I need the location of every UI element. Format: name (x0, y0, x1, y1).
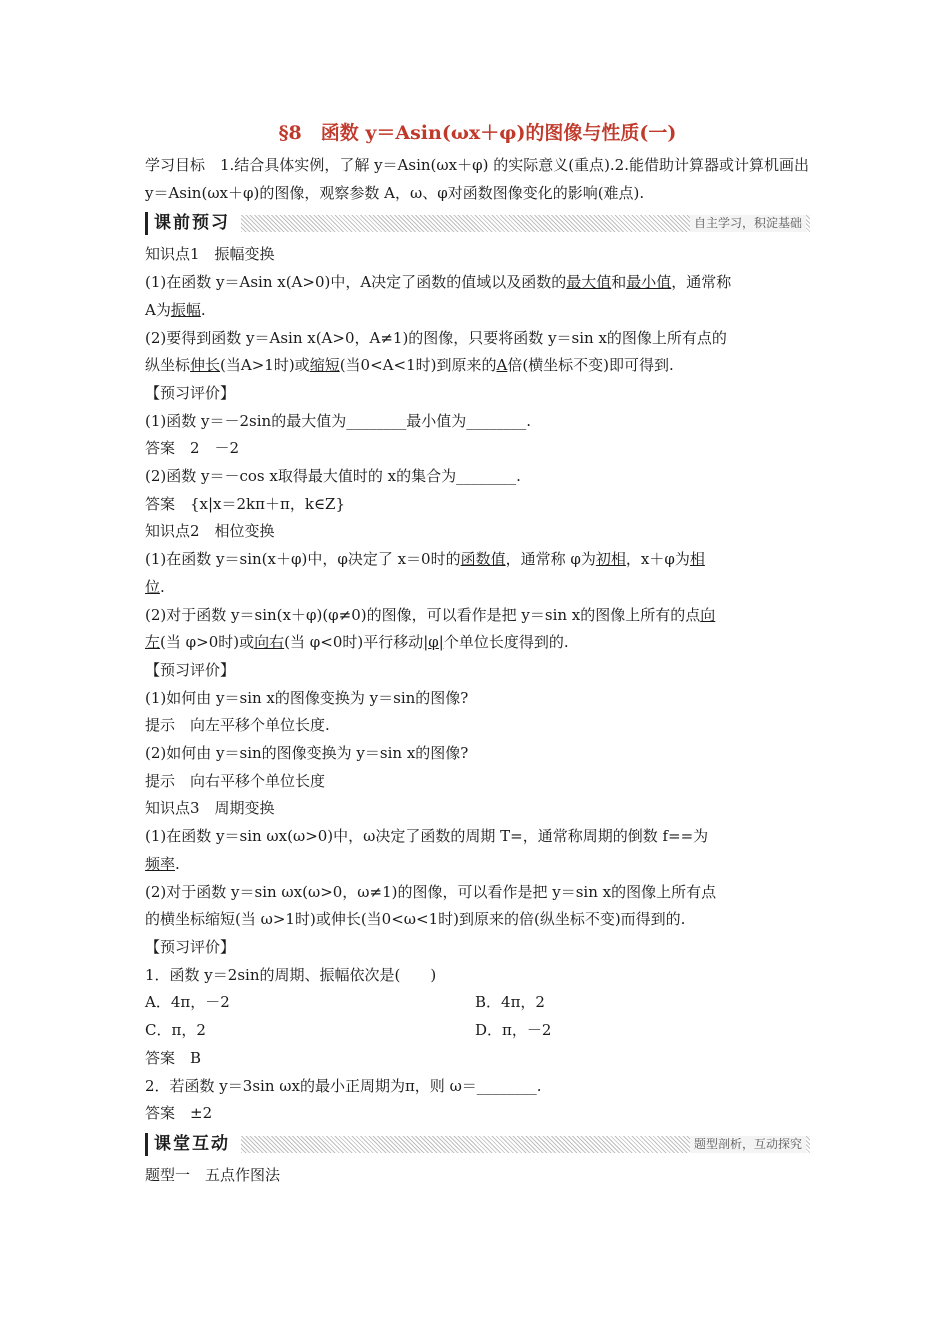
text: (当0<A<1时)到原来的 (339, 356, 497, 375)
answer: 答案 ±2 (145, 1104, 213, 1123)
text: 和 (611, 273, 627, 292)
text: 向 (700, 605, 716, 624)
section-label: 课堂互动 (145, 1133, 238, 1156)
text: ，通常称 φ为 (505, 550, 596, 569)
text: 缩短 (309, 356, 340, 375)
k2-para2-line2 (145, 629, 810, 657)
k1-para2-line1: (2)要得到函数 y＝Asin x(A>0，A≠1)的图像，只要将函数 y＝sin x的图像上所有点的 (145, 328, 727, 347)
question: (2)如何由 y＝sin的图像变换为 y＝sin x的图像? (145, 744, 469, 763)
option-c: C．π，2 (145, 1021, 206, 1040)
text: A为 (145, 300, 171, 319)
k2-para1-line2 (145, 574, 810, 602)
hint: 提示 向左平移个单位长度. (145, 716, 330, 735)
k2-para2-line1 (145, 602, 810, 630)
text: 相 (689, 550, 705, 569)
document-page (145, 118, 810, 1190)
question: (2)函数 y＝－cos x取得最大值时的 x的集合为________. (145, 467, 521, 486)
preview-eval-heading: 【预习评价】 (145, 937, 236, 956)
text: (1)在函数 y＝sin(x＋φ)中，φ决定了 x＝0时的 (145, 550, 461, 569)
options-row (145, 1017, 810, 1045)
section-bar-classroom (145, 1133, 810, 1158)
option-a: A．4π，－2 (145, 993, 230, 1012)
problem-type-heading: 题型一 五点作图法 (145, 1165, 281, 1184)
text: (当 φ<0时)平行移动 (284, 633, 424, 652)
section-label: 课前预习 (145, 212, 238, 235)
knowledge-point-1-heading: 知识点1 振幅变换 (145, 245, 275, 264)
preview-eval-heading: 【预习评价】 (145, 660, 236, 679)
learning-goals: 学习目标 1.结合具体实例，了解 y＝Asin(ωx＋φ) 的实际意义(重点).2.能借助计算器或计算机画出 y＝Asin(ωx＋φ)的图像，观察参数 A，ω、φ对函数图像变化的影响(难点). (145, 156, 809, 202)
hint: 提示 向右平移个单位长度 (145, 771, 326, 790)
text: . (175, 854, 180, 873)
text: 伸长 (190, 356, 221, 375)
k2-para1-line1 (145, 546, 810, 574)
text: 振幅 (170, 300, 201, 319)
question: (1)如何由 y＝sin x的图像变换为 y＝sin的图像? (145, 688, 469, 707)
text: 左 (145, 633, 161, 652)
page-title: §8 函数 y＝Asin(ωx＋φ)的图像与性质(一) (278, 122, 677, 144)
section-subtitle: 题型剖析，互动探究 (690, 1136, 806, 1153)
text: . (200, 300, 206, 319)
text: 频率 (145, 854, 176, 873)
option-d: D．π，－2 (475, 1021, 552, 1040)
text: (1)在函数 y＝Asin x(A>0)中，A决定了函数的值域以及函数的 (145, 273, 567, 292)
text: A (496, 356, 508, 375)
k3-para1-line1: (1)在函数 y＝sin ωx(ω>0)中，ω决定了函数的周期 T=，通常称周期的倒数 f==为 (145, 827, 709, 846)
k3-para2-line1: (2)对于函数 y＝sin ωx(ω>0，ω≠1)的图像，可以看作是把 y＝sin x的图像上所有点 (145, 882, 717, 901)
section-subtitle: 自主学习，积淀基础 (690, 215, 806, 232)
k1-para1-line1 (145, 269, 810, 297)
text: (2)对于函数 y＝sin(x＋φ)(φ≠0)的图像，可以看作是把 y＝sin x的图像上所有的点 (145, 605, 701, 624)
k1-para2-line2 (145, 352, 810, 380)
text: . (160, 577, 165, 596)
text: ，x＋φ为 (625, 550, 690, 569)
answer: 答案 2 －2 (145, 439, 240, 458)
knowledge-point-2-heading: 知识点2 相位变换 (145, 522, 275, 541)
answer: 答案 B (145, 1048, 202, 1067)
preview-eval-heading: 【预习评价】 (145, 383, 236, 402)
answer: 答案 {x|x＝2kπ＋π，k∈Z} (145, 494, 346, 513)
text: (当A>1时)或 (220, 356, 310, 375)
text: 个单位长度得到的. (443, 633, 569, 652)
options-row (145, 989, 810, 1017)
text: 纵坐标 (145, 356, 191, 375)
section-bar-preview (145, 212, 810, 237)
text: (当 φ>0时)或 (160, 633, 255, 652)
text: 初相 (595, 550, 626, 569)
text: 函数值 (460, 550, 506, 569)
text: |φ| (423, 633, 444, 652)
text: 最小值 (626, 273, 672, 292)
k3-para1-line2 (145, 851, 810, 879)
question: 2．若函数 y＝3sin ωx的最小正周期为π，则 ω＝________. (145, 1076, 542, 1095)
question: 1．函数 y＝2sin的周期、振幅依次是( ) (145, 965, 437, 984)
k3-para2-line2: 的横坐标缩短(当 ω>1时)或伸长(当0<ω<1时)到原来的倍(纵坐标不变)而得到的. (145, 910, 686, 929)
text: 最大值 (566, 273, 612, 292)
text: 向右 (254, 633, 285, 652)
k1-para1-line2 (145, 297, 810, 325)
text: ，通常称 (671, 273, 732, 292)
option-b: B．4π，2 (475, 993, 545, 1012)
question: (1)函数 y＝－2sin的最大值为________最小值为________. (145, 411, 531, 430)
knowledge-point-3-heading: 知识点3 周期变换 (145, 799, 275, 818)
text: 位 (145, 577, 161, 596)
text: 倍(横坐标不变)即可得到. (507, 356, 674, 375)
